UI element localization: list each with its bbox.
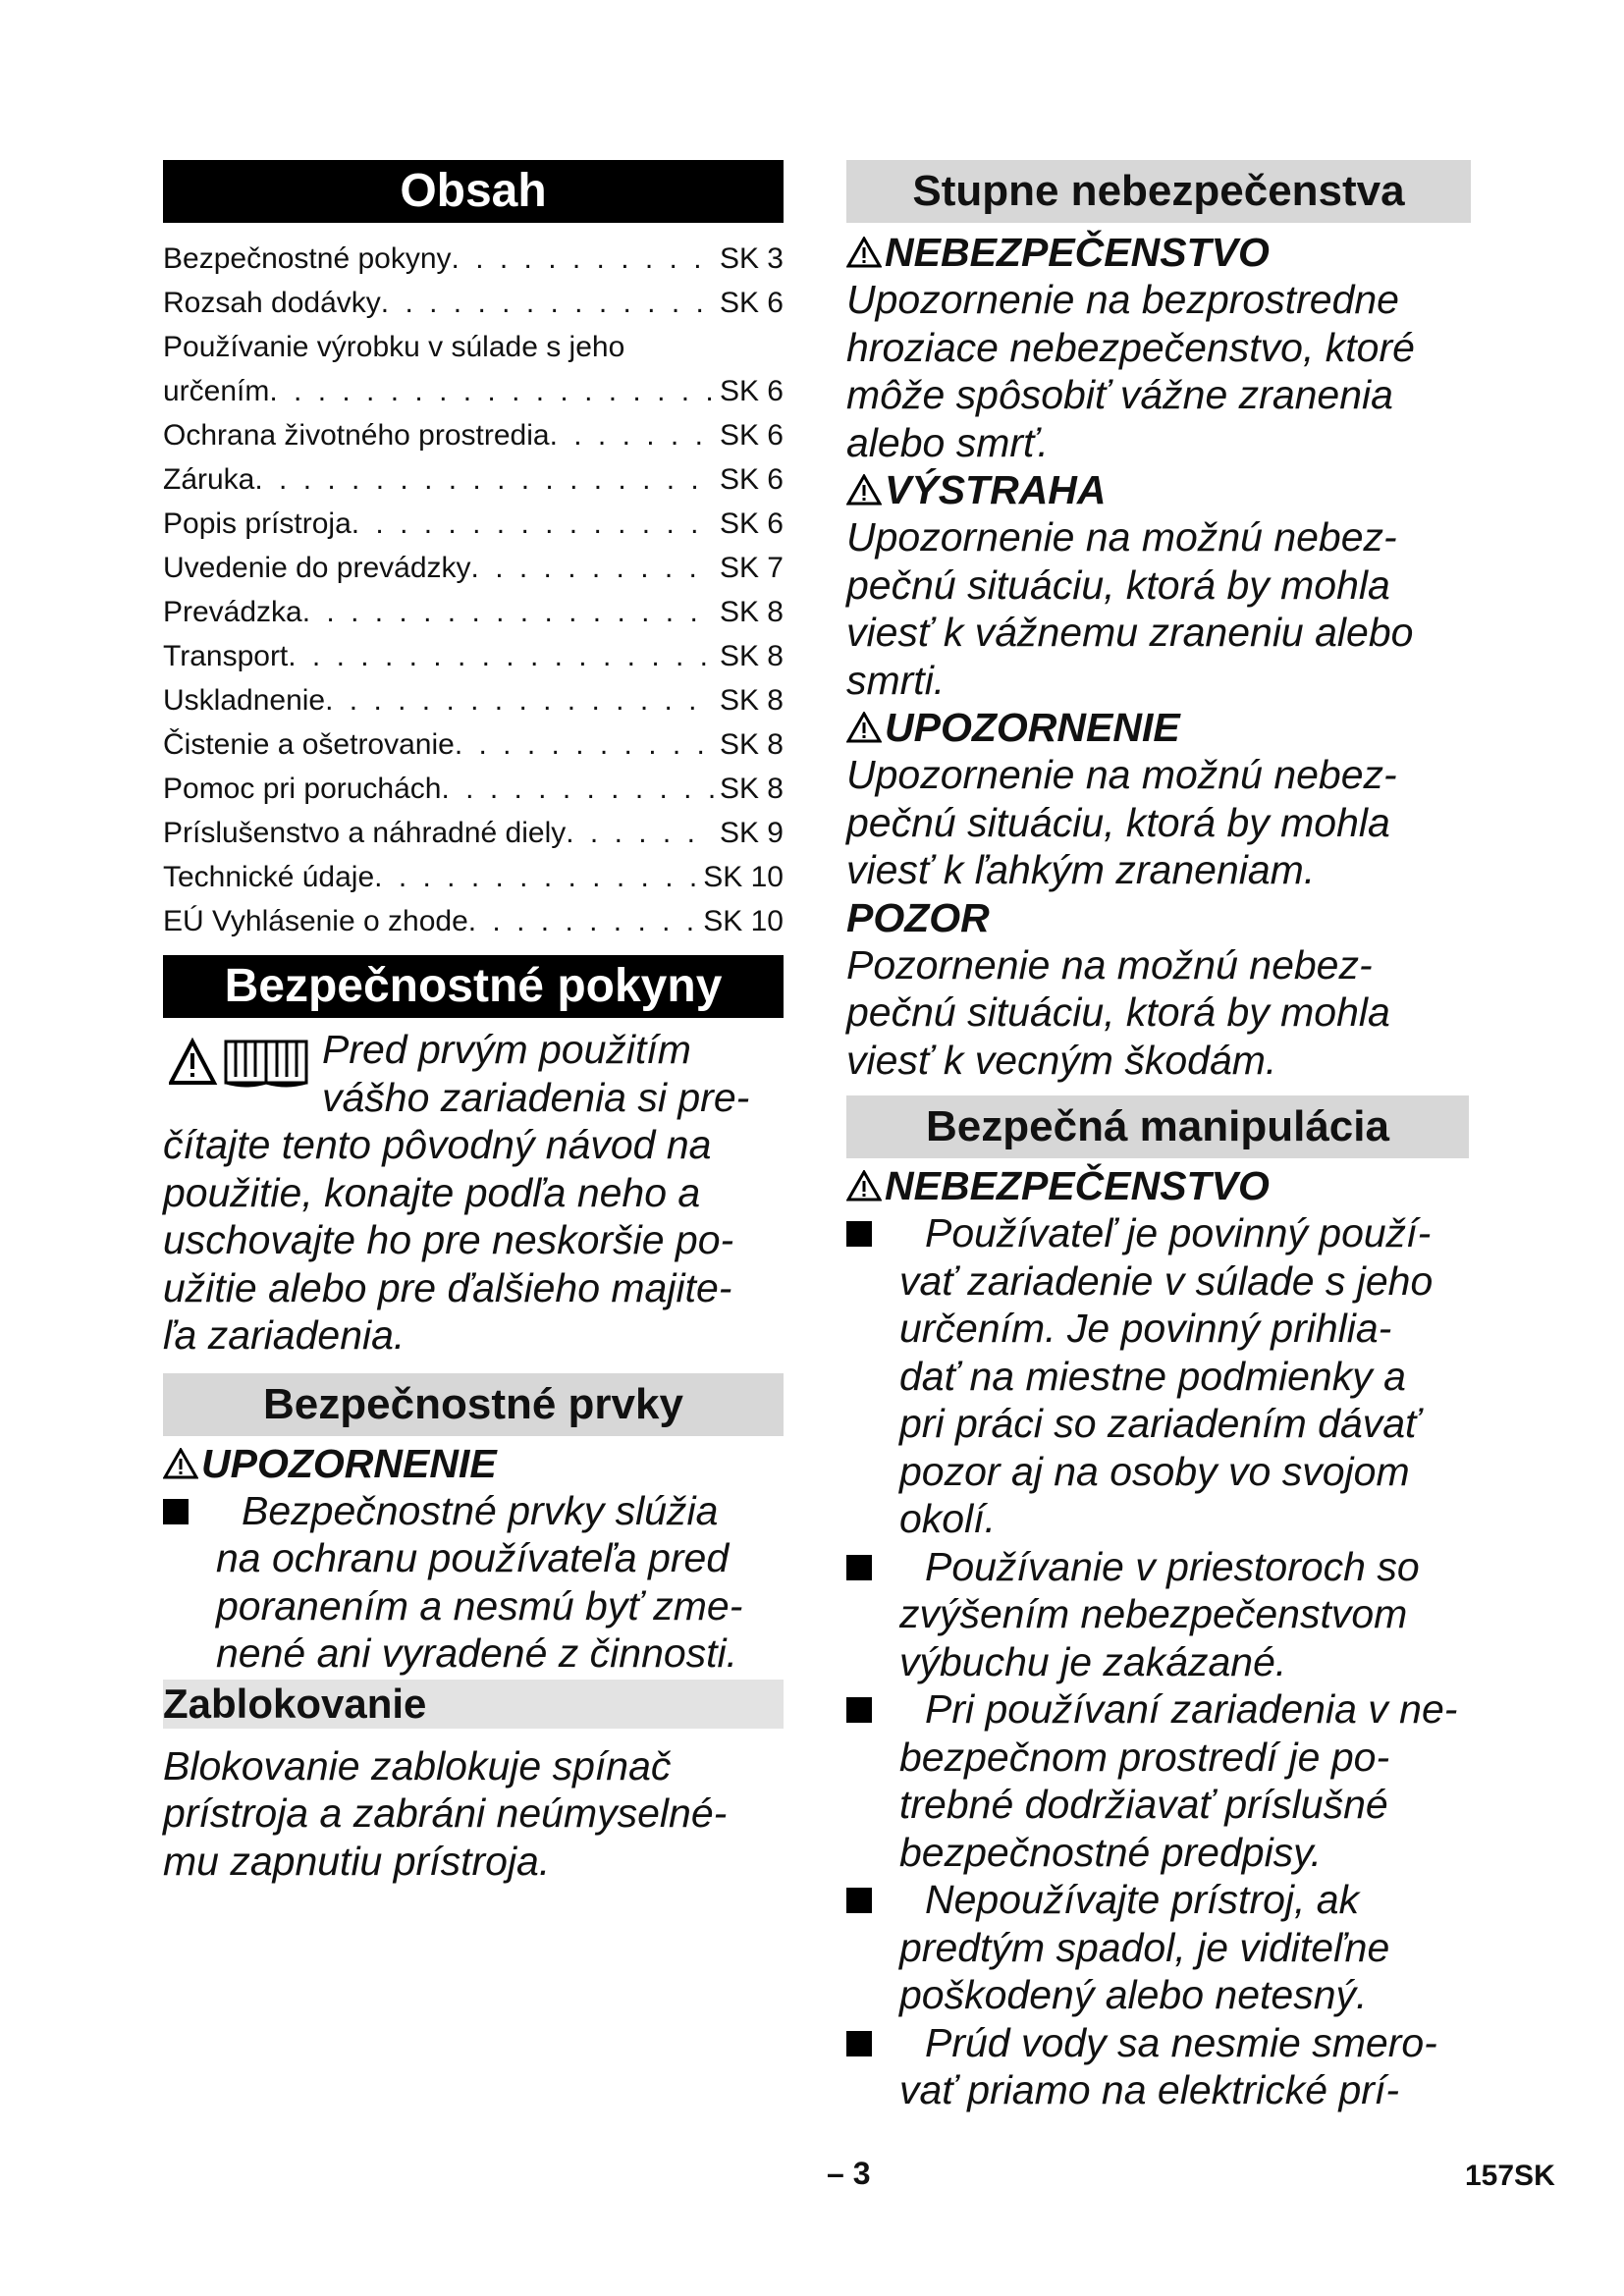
toc-entry-label: Príslušenstvo a náhradné diely — [163, 817, 567, 849]
toc-entry[interactable] — [163, 855, 784, 899]
signal-word-row — [846, 704, 1475, 751]
toc-entry-page: SK 10 — [703, 861, 784, 893]
page-code: 157SK — [1465, 2160, 1555, 2192]
bullet-square-icon — [846, 1221, 872, 1247]
warning-triangle-icon — [846, 237, 882, 268]
toc-entry[interactable] — [163, 413, 784, 457]
warning-triangle-icon — [846, 474, 882, 506]
lock-line: Blokovanie zablokuje spínač — [163, 1742, 672, 1789]
toc-leader — [269, 369, 714, 413]
intro-line: uschovajte ho pre neskoršie po- — [163, 1217, 734, 1262]
elements-bullet — [163, 1487, 784, 1678]
level-description-line: pečnú situáciu, ktorá by mohla — [846, 561, 1390, 608]
bullet-square-icon — [163, 1499, 189, 1524]
level-description-line: Pozornenie na možnú nebez- — [846, 941, 1373, 988]
toc-entry-label: Transport — [163, 640, 289, 672]
bullet-line: poškodený alebo netesný. — [899, 1972, 1368, 2017]
lock-title: Zablokovanie — [163, 1680, 784, 1729]
toc-leader — [471, 546, 714, 590]
lock-line: mu zapnutiu prístroja. — [163, 1838, 551, 1884]
toc-entry-label: Pomoc pri poruchách — [163, 773, 442, 805]
signal-word-row — [846, 229, 1475, 276]
toc-entry[interactable] — [163, 502, 784, 546]
toc-entry-page: SK 6 — [719, 463, 784, 496]
toc-leader — [441, 767, 713, 811]
toc-entry[interactable] — [163, 546, 784, 590]
level-description-line: viesť k vážnemu zraneniu alebo — [846, 610, 1414, 655]
bullet-line: Prúd vody sa nesmie smero- — [925, 2019, 1437, 2065]
warning-read-manual-icon — [169, 1038, 312, 1089]
handling-bullet — [846, 2019, 1475, 2114]
toc-entry[interactable] — [163, 457, 784, 502]
toc-entry-page: SK 8 — [719, 684, 784, 717]
signal-word: VÝSTRAHA — [885, 467, 1107, 512]
bullet-line: pozor aj na osoby vo svojom — [899, 1448, 1410, 1494]
bullet-line: Používanie v priestoroch so — [925, 1543, 1420, 1589]
toc-entry-label: Prevádzka — [163, 596, 302, 628]
toc-entry-page: SK 8 — [719, 728, 784, 761]
toc-entry-label: Uskladnenie — [163, 684, 326, 717]
elements-title: Bezpečnostné prvky — [163, 1373, 784, 1436]
warning-triangle-icon — [846, 1170, 882, 1201]
bullet-square-icon — [846, 1555, 872, 1580]
toc-entry[interactable] — [163, 325, 784, 413]
level-description-line: viesť k ľahkým zraneniam. — [846, 847, 1316, 892]
signal-word-row — [846, 466, 1475, 513]
toc-entry[interactable] — [163, 590, 784, 634]
warning-triangle-icon — [846, 712, 882, 743]
signal-word: UPOZORNENIE — [885, 705, 1180, 750]
bullet-line: Pri používaní zariadenia v ne- — [925, 1686, 1458, 1732]
toc-entry-label: Popis prístroja — [163, 507, 352, 540]
toc-leader — [325, 678, 714, 722]
page-number: – 3 — [827, 2156, 871, 2191]
safety-title: Bezpečnostné pokyny — [163, 955, 784, 1018]
toc-entry-page: SK 9 — [719, 817, 784, 849]
intro-line: ľa zariadenia. — [163, 1312, 406, 1358]
toc-leader — [452, 237, 714, 281]
warning-triangle-icon — [163, 1448, 198, 1479]
safety-intro — [163, 1026, 784, 1360]
handling-bullet — [846, 1209, 1475, 1543]
toc-leader — [550, 413, 714, 457]
bullet-line: pri práci so zariadením dávať — [899, 1401, 1420, 1446]
toc-entry-page: SK 10 — [703, 905, 784, 937]
level-description-line: Upozornenie na možnú nebez- — [846, 752, 1397, 797]
bullet-line: Nepoužívajte prístroj, ak — [925, 1877, 1360, 1922]
toc-leader — [288, 634, 714, 678]
intro-line: čítajte tento pôvodný návod na — [163, 1122, 712, 1167]
handling-bullet — [846, 1876, 1475, 2019]
right-column — [846, 160, 1475, 2114]
toc-leader — [302, 590, 714, 634]
toc-entry-label: určením — [163, 375, 270, 407]
toc-entry[interactable] — [163, 678, 784, 722]
toc-leader — [352, 502, 714, 546]
handling-signal — [846, 1162, 1475, 1209]
bullet-square-icon — [846, 1888, 872, 1913]
bullet-line: vať zariadenie v súlade s jeho — [899, 1257, 1434, 1304]
elements-signal — [163, 1440, 784, 1487]
toc-entry[interactable] — [163, 634, 784, 678]
bullet-line: bezpečnom prostredí je po- — [899, 1734, 1390, 1780]
bullet-square-icon — [846, 1697, 872, 1723]
intro-line: vášho zariadenia si pre- — [322, 1074, 750, 1120]
toc-leader — [468, 899, 698, 943]
level-description-line: môže spôsobiť vážne zranenia — [846, 372, 1393, 417]
handling-bullet — [846, 1543, 1475, 1686]
intro-line: použitie, konajte podľa neho a — [163, 1169, 701, 1215]
danger-levels — [846, 229, 1475, 1084]
bullet-line: nené ani vyradené z činnosti. — [216, 1630, 738, 1676]
toc-entry-label: Rozsah dodávky — [163, 287, 381, 319]
level-description-line: pečnú situáciu, ktorá by mohla — [846, 989, 1390, 1035]
toc-entry[interactable] — [163, 899, 784, 943]
toc-entry-label: Uvedenie do prevádzky — [163, 552, 471, 584]
signal-word-row — [846, 894, 1475, 941]
toc-entry-label: Záruka — [163, 463, 255, 496]
toc-entry[interactable] — [163, 811, 784, 855]
handling-bullets — [846, 1209, 1475, 2114]
bullet-line: predtým spadol, je viditeľne — [899, 1924, 1390, 1970]
bullet-line: dať na miestne podmienky a — [899, 1353, 1406, 1399]
toc-entry-page: SK 6 — [719, 375, 784, 407]
table-of-contents — [163, 237, 784, 943]
bullet-line: Používateľ je povinný použí- — [925, 1210, 1432, 1255]
toc-entry-page: SK 8 — [719, 640, 784, 672]
toc-entry[interactable] — [163, 722, 784, 767]
bullet-line: okolí. — [899, 1496, 996, 1541]
bullet-line: zvýšením nebezpečenstvom — [899, 1591, 1408, 1636]
toc-entry-page: SK 3 — [719, 242, 784, 275]
toc-entry-page: SK 6 — [719, 419, 784, 452]
bullet-line: na ochranu používateľa pred — [216, 1535, 730, 1580]
toc-entry-page: SK 8 — [719, 773, 784, 805]
toc-entry-page: SK 6 — [719, 287, 784, 319]
toc-title: Obsah — [163, 160, 784, 223]
toc-leader — [374, 855, 697, 899]
signal-word: NEBEZPEČENSTVO — [885, 230, 1270, 275]
level-description-line: smrti. — [846, 657, 946, 703]
bullet-line: poranením a nesmú byť zme- — [216, 1582, 743, 1629]
toc-entry-label: Ochrana životného prostredia — [163, 419, 550, 452]
level-description-line: Upozornenie na bezprostredne — [846, 277, 1399, 322]
handling-title: Bezpečná manipulácia — [846, 1095, 1469, 1158]
lock-text — [163, 1742, 784, 1886]
toc-entry[interactable] — [163, 237, 784, 281]
toc-leader — [381, 281, 714, 325]
left-column — [163, 160, 784, 1885]
toc-entry-label: Čistenie a ošetrovanie — [163, 728, 455, 761]
signal-word: UPOZORNENIE — [201, 1440, 497, 1486]
intro-line: užitie alebo pre ďalšieho majite- — [163, 1264, 732, 1310]
level-description-line: alebo smrť. — [846, 419, 1049, 465]
toc-entry-page: SK 6 — [719, 507, 784, 540]
toc-entry-label: Používanie výrobku v súlade s jeho — [163, 331, 625, 363]
toc-entry-label: Bezpečnostné pokyny — [163, 242, 452, 275]
bullet-line: určením. Je povinný prihlia- — [899, 1306, 1392, 1351]
level-description-line: pečnú situáciu, ktorá by mohla — [846, 799, 1390, 845]
toc-leader — [455, 722, 714, 767]
level-description-line: hroziace nebezpečenstvo, ktoré — [846, 324, 1415, 370]
toc-entry-label: Technické údaje — [163, 861, 375, 893]
bullet-line: bezpečnostné predpisy. — [899, 1829, 1323, 1875]
handling-bullet — [846, 1685, 1475, 1876]
intro-line: Pred prvým použitím — [322, 1027, 691, 1072]
signal-word: NEBEZPEČENSTVO — [885, 1163, 1270, 1208]
toc-entry[interactable] — [163, 767, 784, 811]
toc-leader — [566, 811, 714, 855]
toc-entry[interactable] — [163, 281, 784, 325]
level-description-line: Upozornenie na možnú nebez- — [846, 514, 1397, 560]
level-description-line: viesť k vecným škodám. — [846, 1037, 1277, 1083]
lock-line: prístroja a zabráni neúmyselné- — [163, 1790, 728, 1836]
levels-title: Stupne nebezpečenstva — [846, 160, 1471, 223]
toc-leader — [254, 457, 714, 502]
toc-entry-page: SK 7 — [719, 552, 784, 584]
bullet-line: výbuchu je zakázané. — [899, 1638, 1287, 1684]
bullet-square-icon — [846, 2031, 872, 2056]
bullet-line: Bezpečnostné prvky slúžia — [242, 1487, 719, 1533]
toc-entry-label: EÚ Vyhlásenie o zhode — [163, 905, 468, 937]
bullet-line: trebné dodržiavať príslušné — [899, 1782, 1388, 1827]
toc-entry-page: SK 8 — [719, 596, 784, 628]
signal-word: POZOR — [846, 894, 990, 940]
bullet-line: vať priamo na elektrické prí- — [899, 2067, 1399, 2112]
